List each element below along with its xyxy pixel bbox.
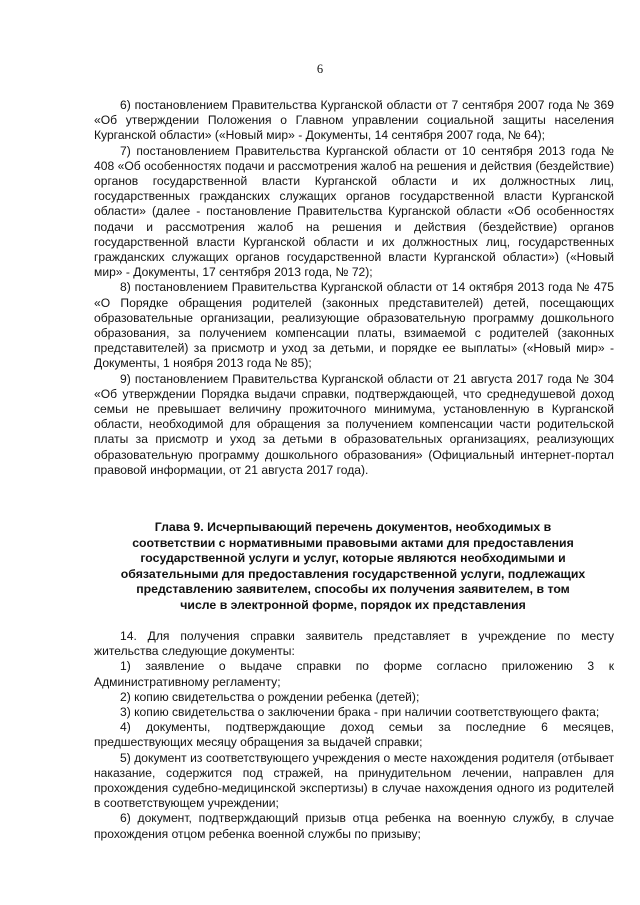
page-number: 6	[316, 62, 324, 76]
clause-14	[94, 629, 614, 842]
list-item: 8) постановлением Правительства Курганской области от 14 октября 2013 года № 475 «О Порядке обращения родителей (законных представителей) детей, посещающих образовательные организации, реализующие образовательную программу дошкольного образования, за получением компенсации платы, взимаемой с родителей (законных представителей) за присмотр и уход за детьми, и порядке ее выплаты» («Новый мир» - Документы, 1 ноября 2013 года № 85);	[94, 280, 614, 371]
list-item: 1) заявление о выдаче справки по форме согласно приложению 3 к Административному регламенту;	[94, 659, 614, 689]
clause-intro: 14. Для получения справки заявитель представляет в учреждение по месту жительства следующие документы:	[94, 629, 614, 659]
list-item: 9) постановлением Правительства Курганской области от 21 августа 2017 года № 304 «Об утверждении Порядка выдачи справки, подтверждающей, что среднедушевой доход семьи не превышает величину прожиточного минимума, установленную в Курганской области, необходимой для обращения за получением компенсации части родительской платы за присмотр и уход за детьми в образовательных организациях, реализующих образовательную программу дошкольного образования» (Официальный интернет-портал правовой информации, от 21 августа 2017 года).	[94, 371, 614, 477]
list-item: 7) постановлением Правительства Курганской области от 10 сентября 2013 года № 408 «Об особенностях подачи и рассмотрения жалоб на решения и действия (бездействие) органов государственной власти Курганской области и их должностных лиц, государственных гражданских служащих органов государственной власти Курганской области» (далее - постановление Правительства Курганской области «Об особенностях подачи и рассмотрения жалоб на решения и действия (бездействие) органов государственной власти Курганской области и их должностных лиц, государственных гражданских служащих органов государственной власти Курганской области») («Новый мир» - Документы, 17 сентября 2013 года, № 72);	[94, 143, 614, 280]
list-item: 5) документ из соответствующего учреждения о месте нахождения родителя (отбывает наказание, содержится под стражей, на принудительном лечении, направлен для прохождения судебно-медицинской экспертизы) в случае нахождения одного из родителей в соответствующем учреждении;	[94, 750, 614, 811]
list-item: 6) постановлением Правительства Курганской области от 7 сентября 2007 года № 369 «Об утверждении Положения о Главном управлении социальной защиты населения Курганской области» («Новый мир» - Документы, 14 сентября 2007 года, № 64);	[94, 98, 614, 143]
list-item: 4) документы, подтверждающие доход семьи за последние 6 месяцев, предшествующих месяцу обращения за выдачей справки;	[94, 720, 614, 750]
legal-acts-list	[94, 98, 614, 478]
list-item: 2) копию свидетельства о рождении ребенка (детей);	[120, 689, 420, 704]
list-item: 6) документ, подтверждающий призыв отца ребенка на военную службу, в случае прохождения отцом ребенка военной службы по призыву;	[94, 811, 614, 841]
list-item: 3) копию свидетельства о заключении брака - при наличии соответствующего факта;	[120, 705, 600, 720]
chapter-heading: Глава 9. Исчерпывающий перечень документов, необходимых в соответствии с нормативными правовыми актами для предоставления государственной услуги и услуг, которые являются необходимыми и обязательными для предоставления государственной услуги, подлежащих представлению заявителем, способы их получения заявителем, в том числе в электронной форме, порядок их представления	[120, 520, 586, 612]
